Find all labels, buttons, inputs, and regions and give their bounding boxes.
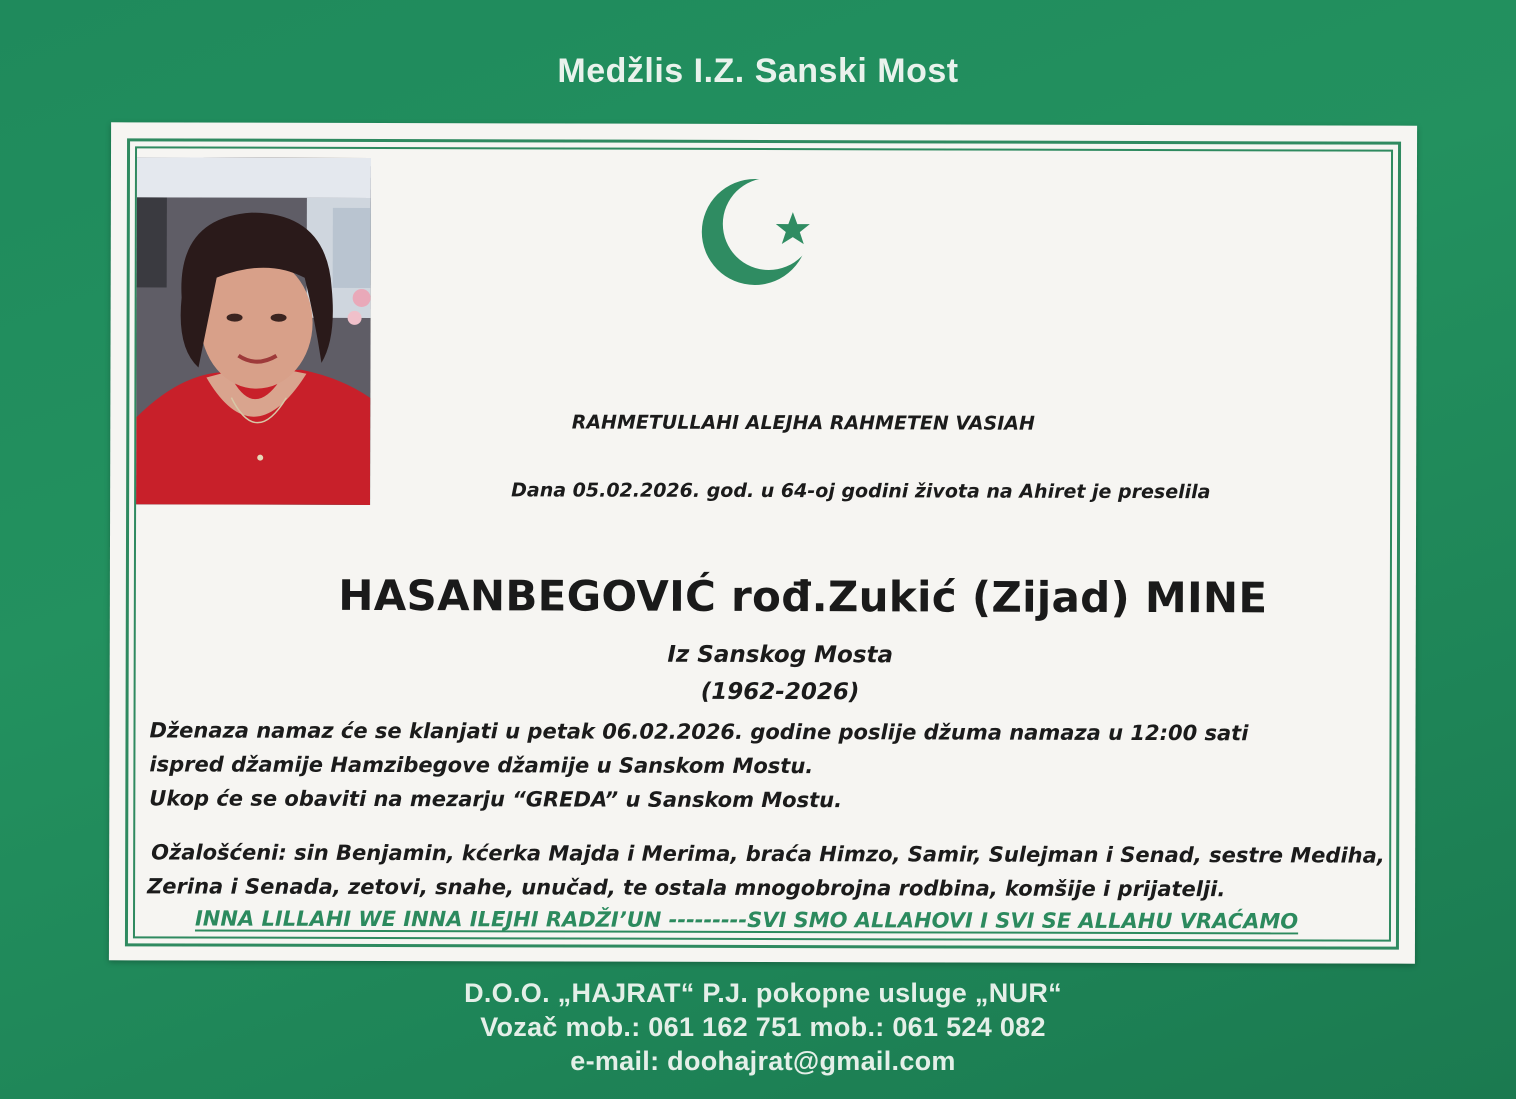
crescent-star-icon — [699, 174, 819, 288]
mourners-line-1: Ožalošćeni: sin Benjamin, kćerka Majda i Merima, braća Himzo, Samir, Sulejman i Senad, sestre Mediha, — [151, 840, 1385, 868]
life-years: (1962-2026) — [700, 678, 860, 706]
mosque-line: ispred džamije Hamzibegove džamije u Sanskom Mostu. — [149, 752, 814, 779]
mourners-line-2: Zerina i Senada, zetovi, snahe, unučad, te ostala mnogobrojna rodbina, komšije i prijatelji. — [147, 874, 1226, 902]
contact-email: e-mail: doohajrat@gmail.com — [570, 1046, 956, 1076]
burial-line: Ukop će se obaviti na mezarju “GREDA” u Sanskom Mostu. — [149, 786, 843, 813]
funeral-company: D.O.O. „HAJRAT“ P.J. pokopne usluge „NUR“ — [464, 978, 1062, 1008]
deceased-name: HASANBEGOVIĆ rođ.Zukić (Zijad) MINE — [338, 570, 1268, 623]
dua-text: RAHMETULLAHI ALEJHA RAHMETEN VASIAH — [571, 411, 1035, 435]
contact-phones: Vozač mob.: 061 162 751 mob.: 061 524 082 — [480, 1012, 1046, 1042]
origin-text: Iz Sanskog Mosta — [667, 641, 894, 669]
portrait-photo — [136, 157, 371, 505]
obituary-card — [109, 122, 1417, 963]
closing-verse: INNA LILLAHI WE INNA ILEJHI RADŽI’UN ---------SVI SMO ALLAHOVI I SVI SE ALLAHU VRAĆAMO — [194, 906, 1299, 934]
funeral-prayer-line: Dženaza namaz će se klanjati u petak 06.02.2026. godine poslije džuma namaza u 12:00 sati — [149, 718, 1249, 746]
organization-title: Medžlis I.Z. Sanski Most — [557, 52, 959, 90]
date-of-death-line: Dana 05.02.2026. god. u 64-oj godini života na Ahiret je preselila — [511, 479, 1211, 504]
